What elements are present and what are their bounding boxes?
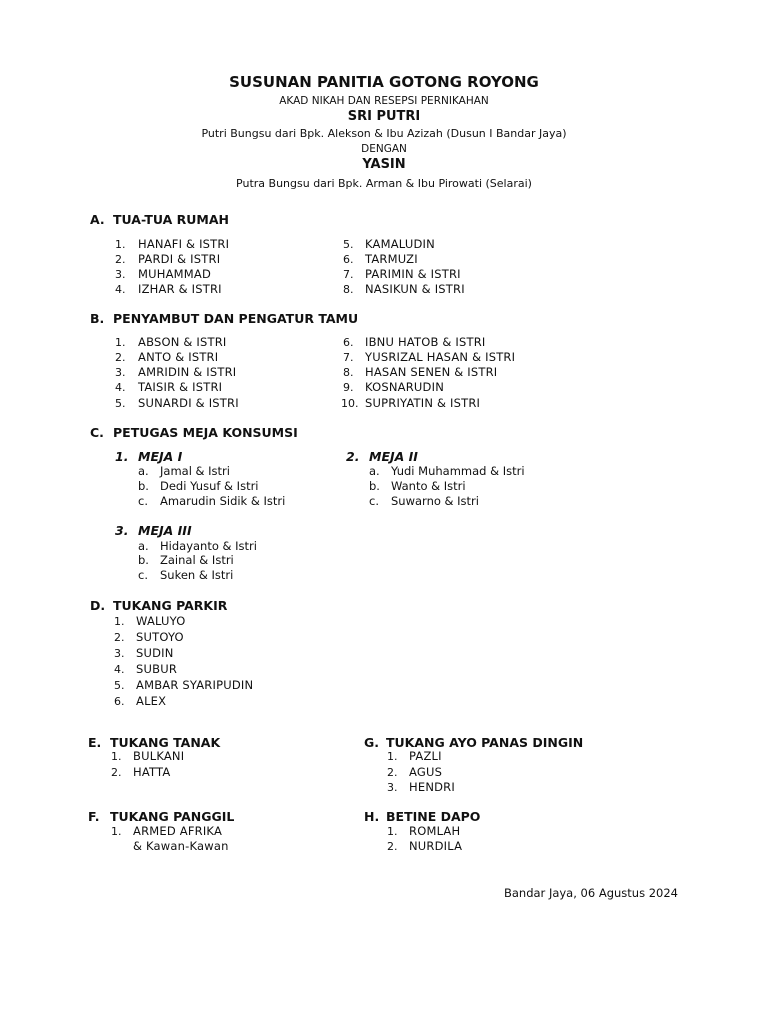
list-number: 7. <box>343 268 354 281</box>
bride-description: Putri Bungsu dari Bpk. Alekson & Ibu Azizah (Dusun I Bandar Jaya) <box>201 127 567 140</box>
sub-letter: a. <box>369 464 380 478</box>
sub-letter: c. <box>138 568 148 582</box>
list-number: 10. <box>341 397 359 410</box>
document-title: SUSUNAN PANITIA GOTONG ROYONG <box>229 73 539 91</box>
list-number: 3. <box>115 366 126 379</box>
list-number: 2. <box>387 840 398 853</box>
list-item: ARMED AFRIKA <box>133 824 223 838</box>
list-number: 1. <box>111 750 122 763</box>
list-item: SUPRIYATIN & ISTRI <box>365 396 481 410</box>
list-item: IZHAR & ISTRI <box>138 282 222 296</box>
meja-title: MEJA I <box>138 449 183 464</box>
bride-name: SRI PUTRI <box>347 109 421 124</box>
list-item: SUTOYO <box>136 630 184 644</box>
sub-item: Zainal & Istri <box>160 553 234 567</box>
event-subtitle: AKAD NIKAH DAN RESEPSI PERNIKAHAN <box>279 95 489 107</box>
section-e-letter: E. <box>88 735 102 750</box>
list-item: PAZLI <box>409 749 442 763</box>
sub-item: Suken & Istri <box>160 568 234 582</box>
list-item: ABSON & ISTRI <box>138 335 227 349</box>
list-item: TAISIR & ISTRI <box>138 380 223 394</box>
list-item: NURDILA <box>409 839 463 853</box>
list-number: 7. <box>343 351 354 364</box>
list-number: 2. <box>114 631 125 644</box>
sub-item: Suwarno & Istri <box>391 494 479 508</box>
list-number: 3. <box>115 268 126 281</box>
section-a-title: TUA-TUA RUMAH <box>113 212 229 227</box>
sub-letter: c. <box>369 494 379 508</box>
list-number: 1. <box>387 825 398 838</box>
list-number: 5. <box>115 397 126 410</box>
list-item: PARIMIN & ISTRI <box>365 267 461 281</box>
section-c-letter: C. <box>90 425 104 440</box>
list-number: 2. <box>115 253 126 266</box>
list-item: ANTO & ISTRI <box>138 350 219 364</box>
list-item-continuation: & Kawan-Kawan <box>133 839 229 853</box>
meja-title: MEJA II <box>369 449 418 464</box>
meja-number: 1. <box>115 449 129 464</box>
list-item: TARMUZI <box>365 252 418 266</box>
sub-letter: c. <box>138 494 148 508</box>
list-number: 1. <box>115 336 126 349</box>
place-date: Bandar Jaya, 06 Agustus 2024 <box>503 886 678 900</box>
list-item: SUDIN <box>136 646 174 660</box>
list-item: KAMALUDIN <box>365 237 435 251</box>
section-f-title: TUKANG PANGGIL <box>110 809 235 824</box>
list-item: HASAN SENEN & ISTRI <box>365 365 498 379</box>
list-number: 5. <box>114 679 125 692</box>
list-number: 2. <box>115 351 126 364</box>
section-c-title: PETUGAS MEJA KONSUMSI <box>113 425 298 440</box>
list-item: PARDI & ISTRI <box>138 252 221 266</box>
list-item: YUSRIZAL HASAN & ISTRI <box>365 350 516 364</box>
list-item: SUBUR <box>136 662 178 676</box>
sub-letter: b. <box>138 553 149 567</box>
list-number: 4. <box>114 663 125 676</box>
list-item: AMRIDIN & ISTRI <box>138 365 237 379</box>
list-item: HANAFI & ISTRI <box>138 237 230 251</box>
list-item: AMBAR SYARIPUDIN <box>136 678 254 692</box>
sub-letter: a. <box>138 464 149 478</box>
sub-item: Hidayanto & Istri <box>160 539 257 553</box>
section-a-letter: A. <box>90 212 105 227</box>
conjunction-text: DENGAN <box>361 143 407 155</box>
meja-number: 3. <box>115 523 129 538</box>
list-number: 1. <box>111 825 122 838</box>
list-number: 2. <box>111 766 122 779</box>
list-number: 3. <box>114 647 125 660</box>
list-number: 4. <box>115 381 126 394</box>
list-item: HATTA <box>133 765 171 779</box>
section-g-letter: G. <box>364 735 380 750</box>
list-item: IBNU HATOB & ISTRI <box>365 335 486 349</box>
sub-letter: b. <box>138 479 149 493</box>
list-item: NASIKUN & ISTRI <box>365 282 465 296</box>
list-item: AGUS <box>409 765 443 779</box>
sub-item: Jamal & Istri <box>160 464 230 478</box>
list-number: 4. <box>115 283 126 296</box>
section-d-title: TUKANG PARKIR <box>113 598 228 613</box>
list-number: 9. <box>343 381 354 394</box>
list-item: SUNARDI & ISTRI <box>138 396 239 410</box>
sub-letter: a. <box>138 539 149 553</box>
list-item: HENDRI <box>409 780 455 794</box>
list-item: BULKANI <box>133 749 185 763</box>
section-e-title: TUKANG TANAK <box>110 735 221 750</box>
section-b-letter: B. <box>90 311 105 326</box>
sub-item: Amarudin Sidik & Istri <box>160 494 286 508</box>
list-number: 8. <box>343 366 354 379</box>
section-h-letter: H. <box>364 809 380 824</box>
list-number: 1. <box>387 750 398 763</box>
list-number: 6. <box>114 695 125 708</box>
list-number: 1. <box>115 238 126 251</box>
section-h-title: BETINE DAPO <box>386 809 481 824</box>
list-number: 6. <box>343 253 354 266</box>
groom-description: Putra Bungsu dari Bpk. Arman & Ibu Pirowati (Selarai) <box>236 177 532 190</box>
groom-name: YASIN <box>362 157 406 172</box>
list-item: MUHAMMAD <box>138 267 212 281</box>
list-number: 1. <box>114 615 125 628</box>
section-b-title: PENYAMBUT DAN PENGATUR TAMU <box>113 311 359 326</box>
list-item: WALUYO <box>136 614 186 628</box>
list-item: ALEX <box>136 694 167 708</box>
sub-item: Yudi Muhammad & Istri <box>391 464 525 478</box>
meja-title: MEJA III <box>138 523 192 538</box>
list-number: 6. <box>343 336 354 349</box>
sub-item: Dedi Yusuf & Istri <box>160 479 259 493</box>
meja-number: 2. <box>346 449 360 464</box>
list-item: KOSNARUDIN <box>365 380 444 394</box>
list-number: 5. <box>343 238 354 251</box>
list-item: ROMLAH <box>409 824 461 838</box>
section-d-letter: D. <box>90 598 106 613</box>
section-g-title: TUKANG AYO PANAS DINGIN <box>386 735 584 750</box>
list-number: 8. <box>343 283 354 296</box>
sub-letter: b. <box>369 479 380 493</box>
list-number: 2. <box>387 766 398 779</box>
list-number: 3. <box>387 781 398 794</box>
sub-item: Wanto & Istri <box>391 479 466 493</box>
section-f-letter: F. <box>88 809 100 824</box>
